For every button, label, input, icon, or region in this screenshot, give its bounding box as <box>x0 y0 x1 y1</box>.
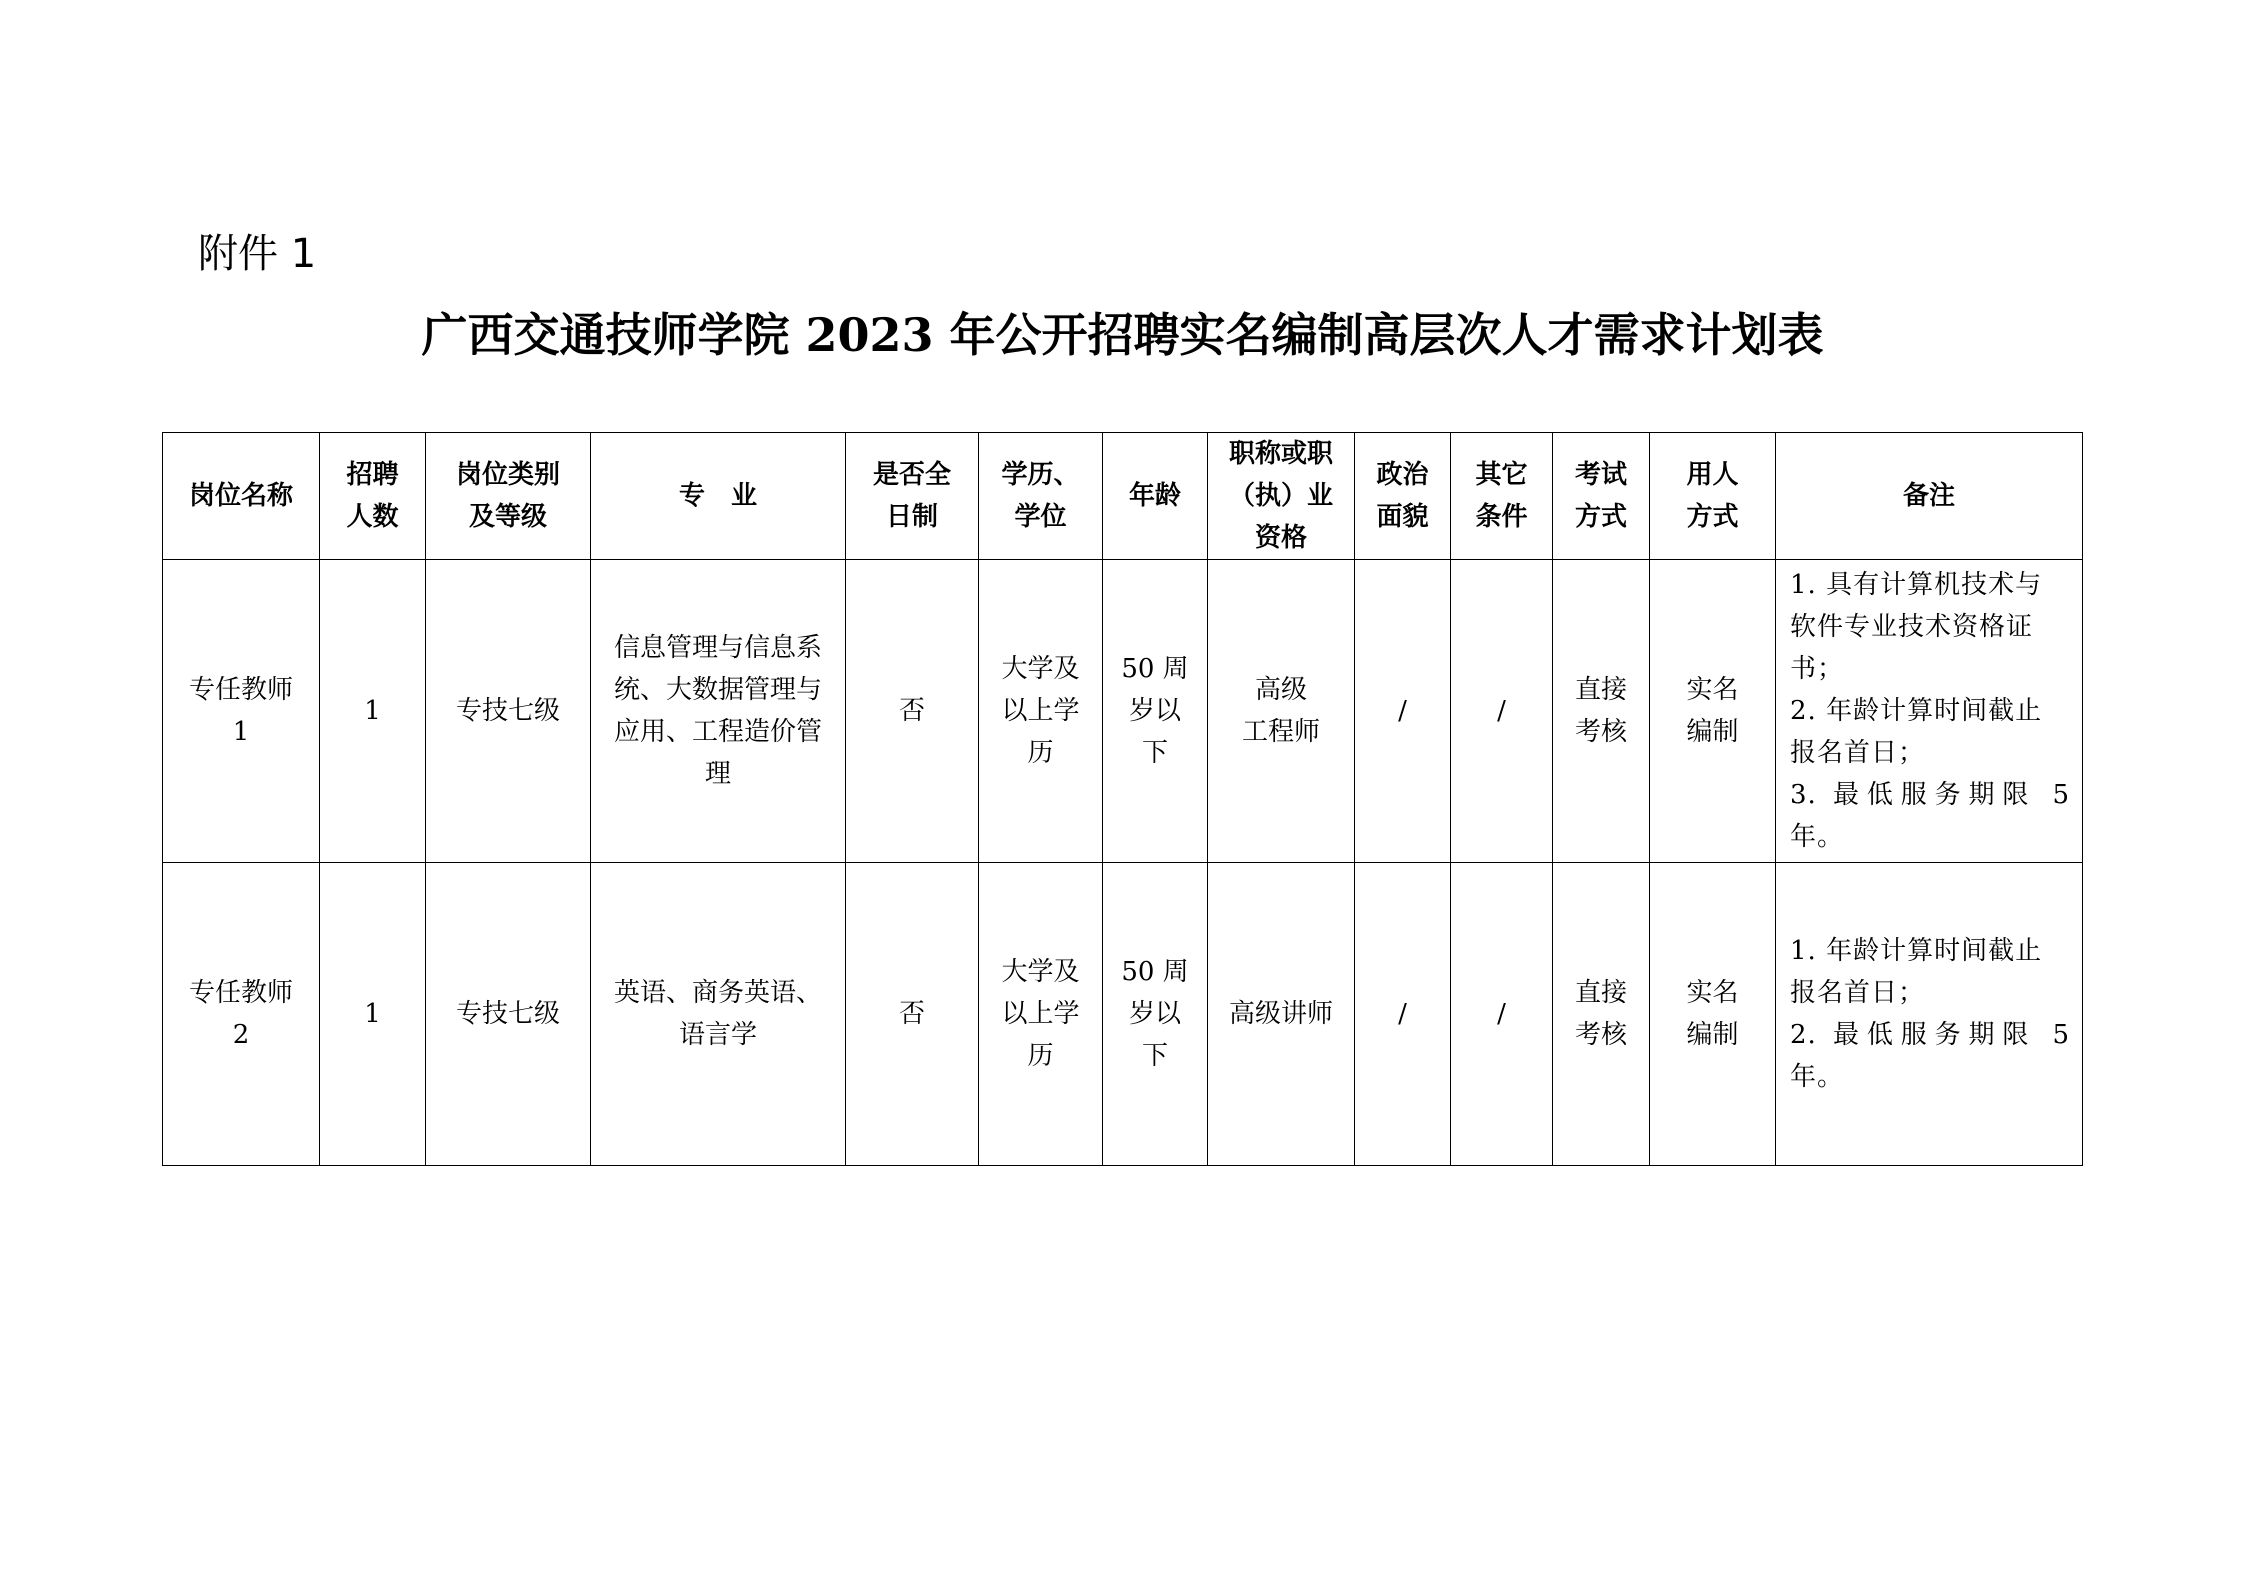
header-title-qualification: 职称或职 （执）业 资格 <box>1208 433 1355 560</box>
header-employment: 用人 方式 <box>1650 433 1776 560</box>
cell-political: / <box>1355 560 1451 863</box>
cell-fulltime: 否 <box>846 863 979 1166</box>
cell-employment: 实名 编制 <box>1650 560 1776 863</box>
cell-category: 专技七级 <box>426 560 591 863</box>
cell-position: 专任教师 1 <box>163 560 320 863</box>
cell-category: 专技七级 <box>426 863 591 1166</box>
header-political: 政治 面貌 <box>1355 433 1451 560</box>
cell-political: / <box>1355 863 1451 1166</box>
header-major: 专 业 <box>591 433 846 560</box>
table-row <box>163 863 2083 1166</box>
cell-education: 大学及 以上学 历 <box>979 560 1103 863</box>
header-other: 其它 条件 <box>1451 433 1553 560</box>
header-fulltime: 是否全 日制 <box>846 433 979 560</box>
table-header-row <box>163 433 2083 560</box>
recruitment-plan-table <box>162 432 2083 1166</box>
attachment-label: 附件 1 <box>198 231 317 277</box>
cell-other: / <box>1451 863 1553 1166</box>
cell-age: 50 周 岁以 下 <box>1103 560 1208 863</box>
header-count: 招聘 人数 <box>320 433 426 560</box>
header-position: 岗位名称 <box>163 433 320 560</box>
table-row <box>163 560 2083 863</box>
cell-education: 大学及 以上学 历 <box>979 863 1103 1166</box>
cell-exam: 直接 考核 <box>1553 863 1650 1166</box>
cell-notes: 1. 具有计算机技术与 软件专业技术资格证 书； 2. 年龄计算时间截止 报名首日； 3. 最低服务期限 5 年。 <box>1776 560 2083 863</box>
cell-count: 1 <box>320 863 426 1166</box>
header-education: 学历、 学位 <box>979 433 1103 560</box>
cell-fulltime: 否 <box>846 560 979 863</box>
cell-title-qualification: 高级 工程师 <box>1208 560 1355 863</box>
cell-other: / <box>1451 560 1553 863</box>
cell-title-qualification: 高级讲师 <box>1208 863 1355 1166</box>
cell-age: 50 周 岁以 下 <box>1103 863 1208 1166</box>
cell-count: 1 <box>320 560 426 863</box>
cell-major: 英语、商务英语、 语言学 <box>591 863 846 1166</box>
cell-exam: 直接 考核 <box>1553 560 1650 863</box>
cell-employment: 实名 编制 <box>1650 863 1776 1166</box>
header-category: 岗位类别 及等级 <box>426 433 591 560</box>
cell-position: 专任教师 2 <box>163 863 320 1166</box>
header-age: 年龄 <box>1103 433 1208 560</box>
header-exam: 考试 方式 <box>1553 433 1650 560</box>
cell-notes: 1. 年龄计算时间截止 报名首日； 2. 最低服务期限 5 年。 <box>1776 863 2083 1166</box>
page-title: 广西交通技师学院 2023 年公开招聘实名编制高层次人才需求计划表 <box>421 308 1824 362</box>
header-notes: 备注 <box>1776 433 2083 560</box>
cell-major: 信息管理与信息系 统、大数据管理与 应用、工程造价管 理 <box>591 560 846 863</box>
